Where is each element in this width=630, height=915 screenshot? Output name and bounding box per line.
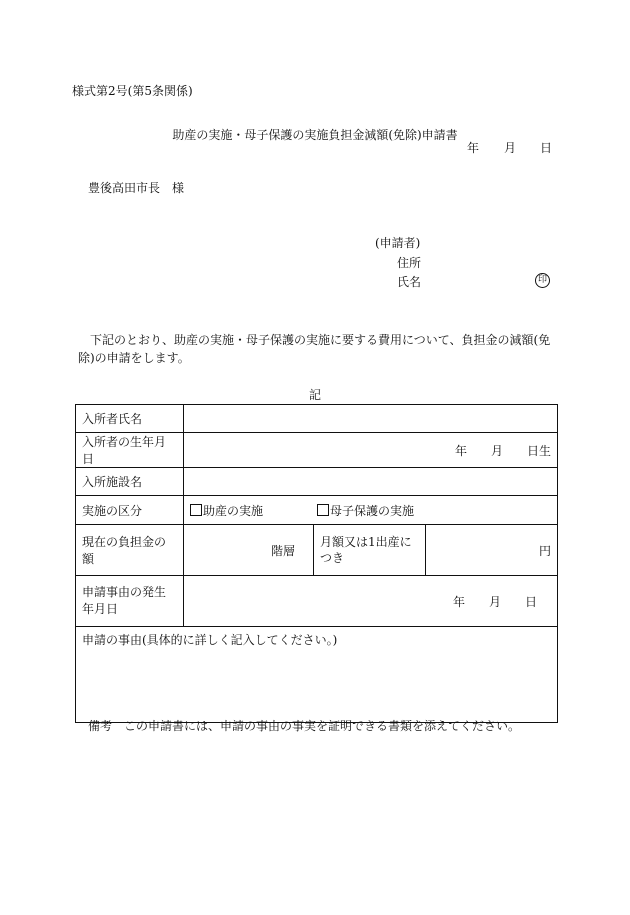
seal-mark: 印 — [535, 273, 550, 288]
occurrence-month: 月 — [488, 594, 501, 609]
category-label: 実施の区分 — [76, 496, 184, 525]
occurrence-label: 申請事由の発生年月日 — [76, 576, 184, 627]
checkbox-boshi[interactable] — [317, 504, 414, 518]
birthdate-day: 日生 — [527, 443, 552, 458]
occurrence-year: 年 — [452, 594, 465, 609]
birthdate-month: 月 — [490, 443, 503, 458]
yen-label: 円 — [539, 543, 552, 558]
table-row — [76, 405, 558, 433]
addressee: 豊後高田市長 様 — [88, 181, 185, 195]
monthly-label: 月額又は1出産につき — [314, 525, 426, 576]
ki-heading: 記 — [308, 388, 321, 402]
category-options — [184, 496, 558, 525]
table-row — [76, 576, 558, 627]
date-day: 日 — [540, 141, 553, 155]
table-row — [76, 525, 558, 576]
birthdate-field[interactable] — [184, 433, 558, 468]
tier-label: 階層 — [270, 543, 295, 558]
table-row — [76, 433, 558, 468]
reason-field[interactable] — [76, 627, 558, 723]
checkbox-icon[interactable] — [190, 504, 202, 516]
checkbox-boshi-label: 母子保護の実施 — [330, 503, 415, 518]
table-row — [76, 468, 558, 496]
form-number: 様式第2号(第5条関係) — [72, 84, 193, 98]
date-year: 年 — [467, 141, 480, 155]
checkbox-josan-label: 助産の実施 — [203, 503, 264, 518]
facility-label: 入所施設名 — [76, 468, 184, 496]
date-month: 月 — [504, 141, 517, 155]
yen-field[interactable] — [426, 525, 558, 576]
resident-name-label: 入所者氏名 — [76, 405, 184, 433]
applicant-label: (申請者) — [375, 236, 421, 250]
remarks-note: 備考 この申請書には、申請の事由の事実を証明できる書類を添えてください。 — [88, 719, 521, 733]
current-amount-label: 現在の負担金の額 — [76, 525, 184, 576]
reason-label: 申請の事由(具体的に詳しく記入してください。) — [82, 633, 338, 647]
birthdate-year: 年 — [454, 443, 467, 458]
occurrence-date-field[interactable] — [184, 576, 558, 627]
occurrence-day: 日 — [525, 594, 538, 609]
applicant-address-label: 住所 — [397, 256, 422, 270]
table-row — [76, 627, 558, 723]
resident-name-field[interactable] — [184, 405, 558, 433]
facility-field[interactable] — [184, 468, 558, 496]
tier-field[interactable] — [184, 525, 314, 576]
document-title: 助産の実施・母子保護の実施負担金減額(免除)申請書 — [172, 128, 458, 142]
checkbox-icon[interactable] — [317, 504, 329, 516]
application-table — [75, 404, 558, 723]
table-row — [76, 496, 558, 525]
applicant-name-label: 氏名 — [397, 275, 422, 289]
checkbox-josan[interactable] — [190, 504, 263, 518]
application-statement: 下記のとおり、助産の実施・母子保護の実施に要する費用について、負担金の減額(免除)の申請をします。 — [78, 333, 551, 365]
birthdate-label: 入所者の生年月日 — [76, 433, 184, 468]
